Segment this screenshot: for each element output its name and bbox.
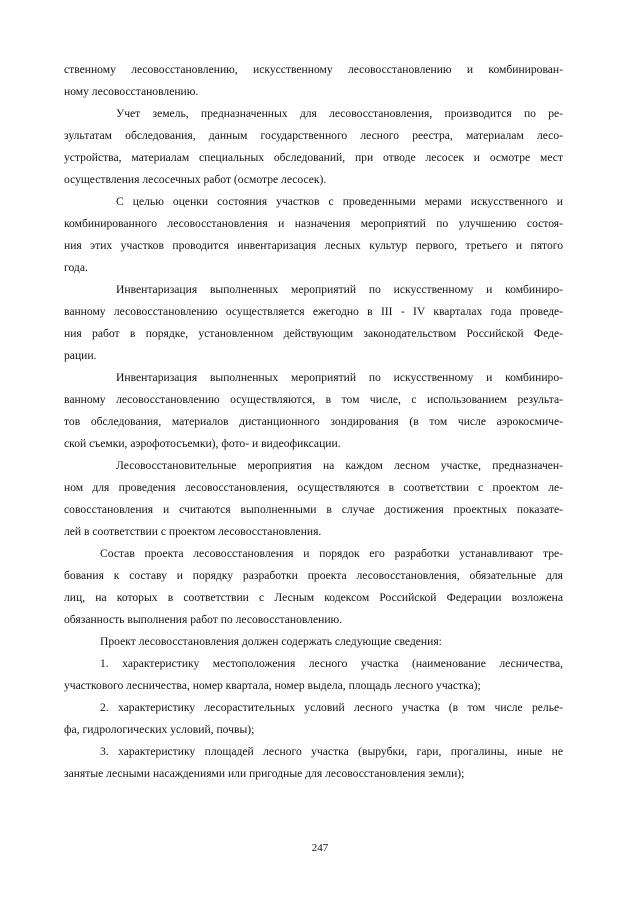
paragraph [64,543,563,631]
text-line: бования к составу и порядку разработки проекта лесовосстановления, обязательные для [64,569,563,582]
text-line: фа, гидрологических условий, почвы); [64,723,255,736]
text-line: Лесовосстановительные мероприятия на каждом лесном участке, предназначен- [116,459,563,472]
text-line: тов обследования, материалов дистанционного зондирования (в том числе аэрокосмиче- [64,415,563,428]
paragraph [64,631,563,653]
text-line: Учет земель, предназначенных для лесовосстановления, производится по ре- [116,107,563,120]
text-line: ской съемки, аэрофотосъемки), фото- и видеофиксации. [64,437,341,450]
text-line: ванному лесовосстановлению осуществляется ежегодно в III - IV кварталах года проведе- [64,305,563,318]
text-line: участкового лесничества, номер квартала, номер выдела, площадь лесного участка); [64,679,481,692]
paragraph [64,741,563,785]
page-number: 247 [311,842,329,854]
text-line: 2. характеристику лесорастительных условий лесного участка (в том числе релье- [100,701,563,714]
paragraph [64,367,563,455]
text-line: лиц, на которых в соответствии с Лесным кодексом Российской Федерации возложена [64,591,563,604]
text-line: занятые лесными насаждениями или пригодные для лесовосстановления земли); [64,767,465,780]
text-line: обязанность выполнения работ по лесовосстановлению. [64,613,343,626]
text-line: комбинированного лесовосстановления и назначения мероприятий по улучшению состоя- [64,217,563,230]
paragraph [64,191,563,279]
text-line: ния работ в порядке, установленном действующим законодательством Российской Феде- [64,327,563,340]
text-line: ственному лесовосстановлению, искусственному лесовосстановлению и комбинирован- [64,63,563,76]
text-line: 1. характеристику местоположения лесного участка (наименование лесничества, [100,657,563,670]
text-line: рации. [64,349,97,362]
text-line: С целью оценки состояния участков с проведенными мерами искусственного и [116,195,563,208]
text-line: совосстановления и считаются выполненными в случае достижения проектных показате- [64,503,563,516]
text-line: зультатам обследования, данным государственного лесного реестра, материалам лесо- [64,129,563,142]
paragraph [64,653,563,697]
text-line: осуществления лесосечных работ (осмотре лесосек). [64,173,327,186]
paragraph [64,103,563,191]
document-body [64,59,563,785]
paragraph [64,455,563,543]
text-line: ному лесовосстановлению. [64,85,199,98]
text-line: ванному лесовосстановлению осуществляются, в том числе, с использованием результа- [64,393,563,406]
paragraph [64,697,563,741]
text-line: 3. характеристику площадей лесного участка (вырубки, гари, прогалины, иные не [100,745,563,758]
text-line: Состав проекта лесовосстановления и порядок его разработки устанавливают тре- [100,547,563,560]
text-line: года. [64,261,88,274]
text-line: Проект лесовосстановления должен содержать следующие сведения: [100,635,442,648]
paragraph [64,279,563,367]
text-line: Инвентаризация выполненных мероприятий по искусственному и комбиниро- [116,371,563,384]
text-line: лей в соответствии с проектом лесовосстановления. [64,525,322,538]
paragraph [64,59,563,103]
text-line: ния этих участков проводится инвентаризация лесных культур первого, третьего и пятого [64,239,563,252]
text-line: устройства, материалам специальных обследований, при отводе лесосек и осмотре мест [64,151,563,164]
text-line: Инвентаризация выполненных мероприятий по искусственному и комбиниро- [116,283,563,296]
text-line: ном для проведения лесовосстановления, осуществляются в соответствии с проектом ле- [64,481,563,494]
